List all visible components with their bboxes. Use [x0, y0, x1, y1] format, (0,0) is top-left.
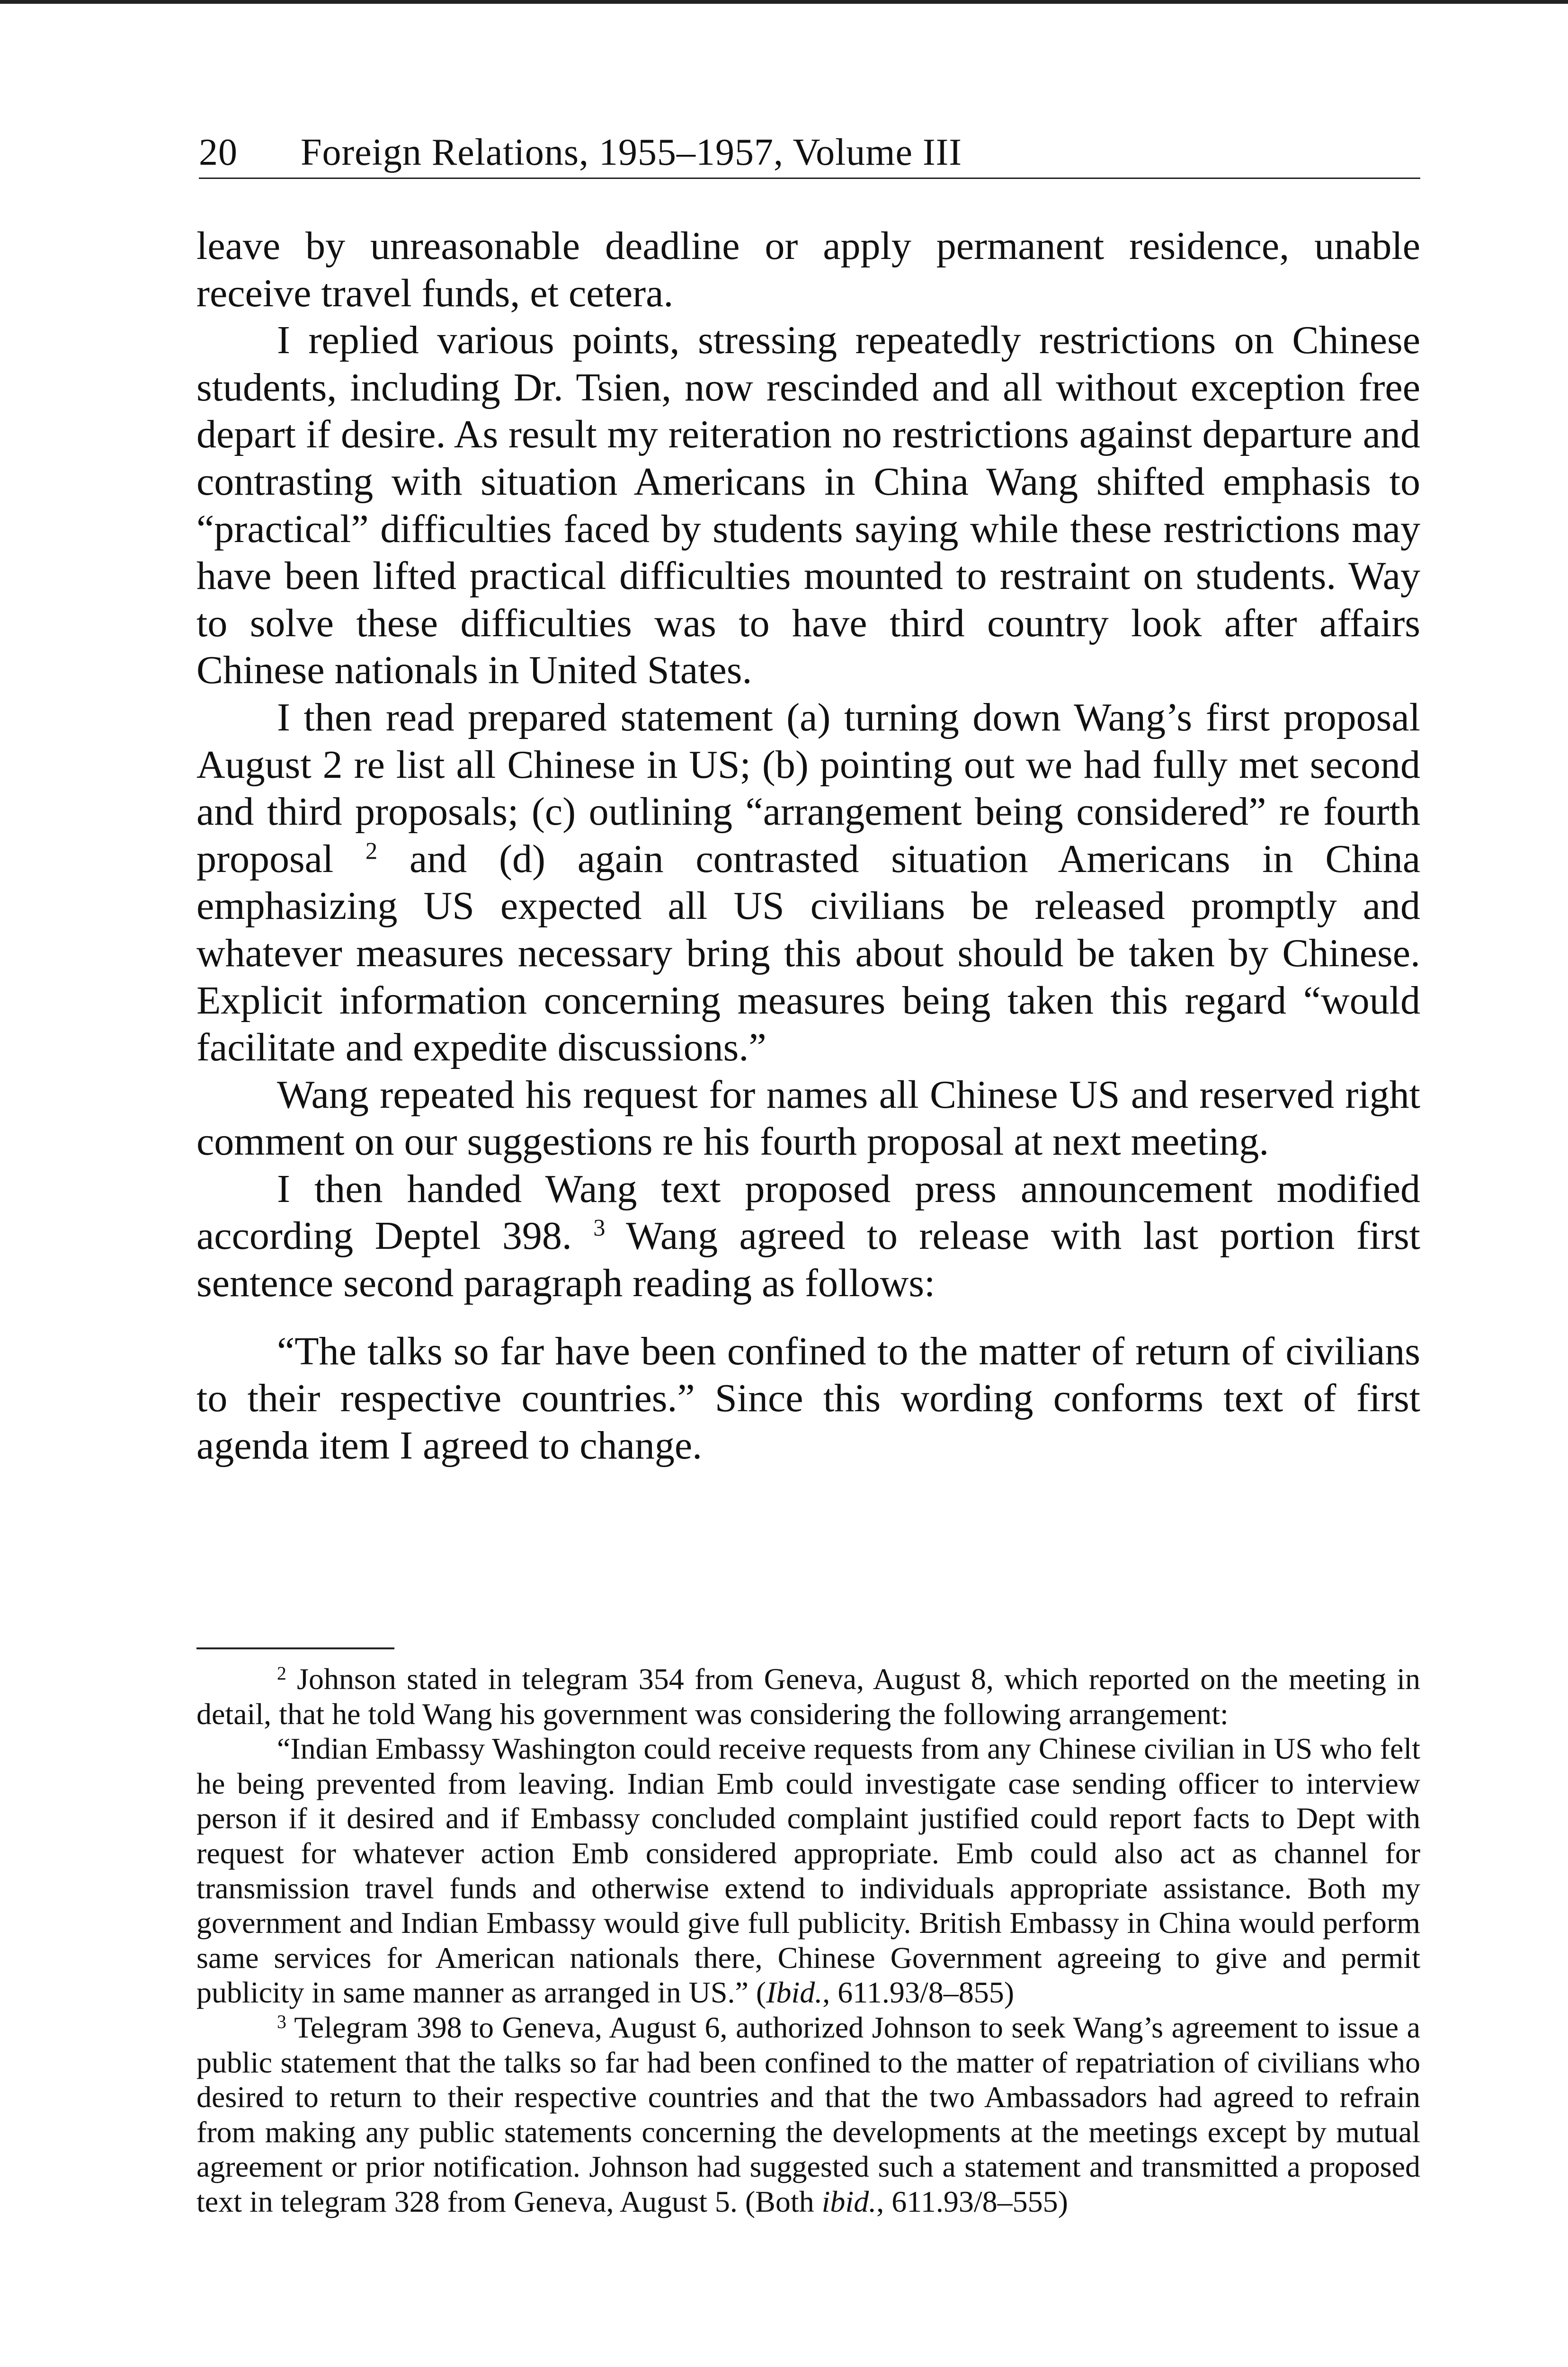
page-number: 20	[199, 132, 238, 173]
paragraph-5	[196, 1166, 1420, 1307]
paragraph-4: Wang repeated his request for names all Chinese US and reserved right comment on our suggestions re his fourth proposal at next meeting.	[196, 1072, 1420, 1164]
footnote-3-citation: , 611.93/8–555)	[876, 2184, 1068, 2218]
footnote-3-ibid: ibid.	[821, 2184, 877, 2218]
footnote-2-quote-text: “Indian Embassy Washington could receive requests from any Chinese civilian in US who felt he being prevented from leaving. Indian Emb could investigate case sending officer to interview person if it desired and if Embassy concluded complaint justified could report facts to Dept with request for whatever action Emb considered appropriate. Emb could also act as channel for transmission travel funds and otherwise extend to individuals appropriate assistance. Both my government and Indian Embassy would give full publicity. British Embassy in China would perform same services for American nationals there, Chinese Government agreeing to give and permit publicity in same manner as arranged in US.” (	[196, 1732, 1420, 2010]
footnote-3-text: Telegram 398 to Geneva, August 6, authorized Johnson to seek Wang’s agreement to issue a public statement that the talks so far had been confined to the matter of repatriation of civilians who desired to return to their respective countries and that the two Ambassadors had agreed to refrain from making any public statements concerning the developments at the meetings except by mutual agreement or prior notification. Johnson had suggested such a statement and transmitted a proposed text in telegram 328 from Geneva, August 5. (Both	[196, 2010, 1421, 2218]
footnote-2-citation: , 611.93/8–855)	[822, 1975, 1014, 2010]
footnote-2-quote	[196, 1731, 1420, 2010]
footnote-2-text: Johnson stated in telegram 354 from Geneva, August 8, which reported on the meeting in detail, that he told Wang his government was considering the following arrangement:	[196, 1662, 1421, 1731]
main-text	[196, 222, 1420, 1469]
paragraph-3-text-a: I then read prepared statement (a) turning down Wang’s first proposal August 2 re list all Chinese in US; (b) pointing out we had fully met second and third proposals; (c) outlining “arrangement being considered” re fourth proposal	[196, 695, 1420, 881]
footnote-divider	[196, 1647, 394, 1649]
footnote-2-ibid: Ibid.	[766, 1975, 823, 2010]
paragraph-6-quote: “The talks so far have been confined to the matter of return of civilians to their respective countries.” Since this wording conforms text of first agenda item I agreed to change.	[196, 1329, 1420, 1468]
running-header	[199, 125, 1420, 179]
footnote-ref-3: 3	[593, 1214, 606, 1241]
top-border	[0, 0, 1568, 4]
footnote-2-mark: 2	[277, 1663, 286, 1684]
paragraph-3-text-b: and (d) again contrasted situation Americans in China emphasizing US expected all US civilians be released promptly and whatever measures necessary bring this about should be taken by Chinese. Explicit information concerning measures being taken this regard “would facilitate and expedite discussions.”	[196, 836, 1420, 1070]
paragraph-3	[196, 694, 1420, 1071]
footnote-3-mark: 3	[277, 2011, 286, 2033]
running-title: Foreign Relations, 1955–1957, Volume III	[301, 132, 962, 173]
paragraph-1: leave by unreasonable deadline or apply permanent residence, unable receive travel funds, et cetera.	[196, 224, 1420, 315]
paragraph-5-text-a: I then handed Wang text proposed press announcement modified according Deptel 398.	[196, 1166, 1420, 1258]
footnotes	[196, 1662, 1420, 2219]
footnote-2	[196, 1662, 1420, 1731]
paragraph-2: I replied various points, stressing repeatedly restrictions on Chinese students, including Dr. Tsien, now rescinded and all without exception free depart if desire. As result my reiteration no restrictions against departure and contrasting with situation Americans in China Wang shifted emphasis to “practical” difficulties faced by students saying while these restrictions may have been lifted practical difficulties mounted to restraint on students. Way to solve these difficulties was to have third country look after affairs Chinese nationals in United States.	[196, 318, 1420, 693]
paragraph-5-text-b: Wang agreed to release with last portion first sentence second paragraph reading as follows:	[196, 1214, 1421, 1306]
footnote-3	[196, 2010, 1420, 2219]
footnote-ref-2: 2	[365, 837, 378, 864]
